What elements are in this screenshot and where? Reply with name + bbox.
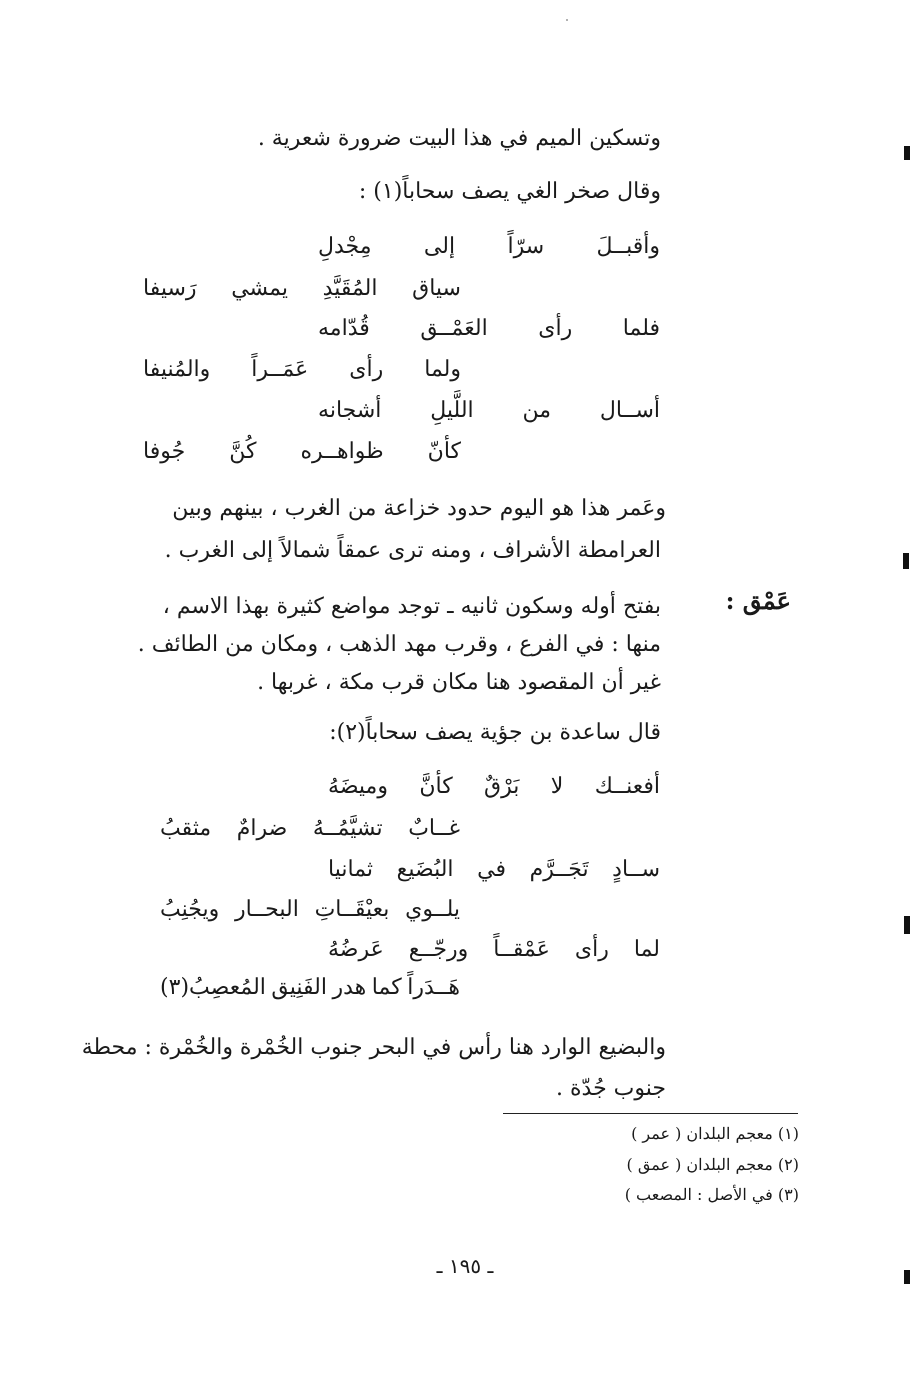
verse-word: ولما	[424, 357, 461, 382]
paragraph-4-line-1	[81, 1033, 666, 1063]
verse-word: تَجَــرَّم	[529, 857, 589, 882]
verse-word: ضرامٌ	[236, 816, 288, 841]
verse-word: رَسيفا	[143, 276, 197, 301]
verse-word: في	[477, 857, 506, 882]
verse-word: مِجْدلِ	[318, 234, 372, 259]
verse-word: يلــوي	[405, 897, 460, 922]
verse-word: من	[522, 398, 552, 423]
verse-word: لما	[633, 937, 660, 962]
verse-word: لا	[550, 774, 564, 799]
edge-mark	[903, 553, 909, 569]
paragraph-3-line-1: قال ساعدة بن جؤية يصف سحاباً(٢):	[329, 720, 661, 745]
edge-mark	[904, 146, 910, 160]
verse-word: ويجُنِبُ	[160, 897, 220, 922]
verse-word: كأنَّ	[419, 774, 453, 799]
page-number: ـ ١٩٥ ـ	[436, 1254, 494, 1278]
poem-2-verse	[160, 814, 460, 844]
paragraph-2-line-1-text: وعَمر هذا هو اليوم حدود خزاعة من الغرب ، بينهم وبين	[172, 496, 666, 521]
verse-word: كما	[371, 975, 402, 1000]
poem-1-verse	[143, 355, 461, 385]
poem-1-verse	[318, 396, 660, 426]
verse-word: المُعصِبُ(٣)	[160, 975, 266, 1000]
verse-word: أفعنــك	[594, 774, 660, 799]
verse-word: ســادٍ	[612, 857, 660, 882]
verse-word: مثقبُ	[160, 816, 212, 841]
entry-line-1: بفتح أوله وسكون ثانيه ـ توجد مواضع كثيرة بهذا الاسم ،	[162, 594, 661, 619]
verse-word: ثمانيا	[328, 857, 374, 882]
poem-2-verse	[328, 855, 660, 885]
poem-2-verse	[160, 895, 460, 925]
verse-word: البحــار	[234, 897, 299, 922]
poem-2-verse	[160, 973, 460, 1003]
verse-word: يمشي	[231, 276, 288, 301]
entry-term: عَمْق :	[725, 586, 791, 615]
verse-word: الفَنِيق	[271, 975, 327, 1000]
footnote-separator	[503, 1113, 798, 1114]
verse-word: وأقبــلَ	[596, 234, 660, 259]
poem-2-verse	[328, 772, 660, 802]
scan-speck	[566, 19, 568, 21]
verse-word: عَرضُهُ	[328, 937, 384, 962]
footnote-1: (١) معجم البلدان ( عمر )	[631, 1124, 799, 1143]
poem-1-verse	[318, 314, 660, 344]
footnote-2: (٢) معجم البلدان ( عمق )	[626, 1155, 799, 1174]
verse-word: ورجّــع	[408, 937, 469, 962]
edge-mark	[904, 1270, 910, 1284]
verse-word: قُدّامه	[318, 316, 370, 341]
verse-word: وميضَهُ	[328, 774, 388, 799]
verse-word: سرّاً	[507, 234, 545, 259]
poem-1-verse	[318, 232, 660, 262]
verse-word: أشجانه	[318, 398, 382, 423]
verse-word: سياق	[412, 276, 461, 301]
paragraph-1-line-2: وقال صخر الغي يصف سحاباً(١) :	[358, 179, 661, 204]
paragraph-1-line-1: وتسكين الميم في هذا البيت ضرورة شعرية .	[257, 126, 661, 151]
paragraph-4-line-1-text: والبضيع الوارد هنا رأس في البحر جنوب الخُمْرة والخُمْرة : محطة	[81, 1035, 666, 1060]
entry-line-3: غير أن المقصود هنا مكان قرب مكة ، غربها .	[257, 670, 661, 695]
verse-word: العَمْــق	[420, 316, 488, 341]
verse-word: غــابٌ	[408, 816, 460, 841]
verse-word: هدر	[332, 975, 367, 1000]
verse-word: فلما	[622, 316, 660, 341]
verse-word: البُضَيع	[396, 857, 454, 882]
verse-word: عَمَــراً	[251, 357, 309, 382]
verse-word: جُوفا	[143, 439, 186, 464]
verse-word: تشيَّمُــهُ	[312, 816, 383, 841]
footnote-3: (٣) في الأصل : المصعب )	[624, 1185, 799, 1204]
poem-2-verse	[328, 935, 660, 965]
verse-word: المُقَيَّدِ	[322, 276, 378, 301]
verse-word: أســال	[599, 398, 660, 423]
poem-1-verse	[143, 437, 461, 467]
verse-word: بَرْقٌ	[484, 774, 520, 799]
paragraph-2-line-1	[126, 494, 666, 524]
verse-word: رأى	[574, 937, 609, 962]
verse-word: كأنّ	[427, 439, 461, 464]
edge-mark	[904, 916, 910, 934]
verse-word: هَــدَراً	[407, 975, 460, 1000]
verse-word: رأى	[349, 357, 384, 382]
verse-word: رأى	[538, 316, 573, 341]
entry-line-2: منها : في الفرع ، وقرب مهد الذهب ، ومكان من الطائف .	[137, 632, 661, 657]
paragraph-2-line-2: العرامطة الأشراف ، ومنه ترى عمقاً شمالاً إلى الغرب .	[164, 538, 661, 563]
poem-1-verse	[143, 274, 461, 304]
paragraph-4-line-2: جنوب جُدّة .	[556, 1076, 666, 1101]
verse-word: عَمْقــاً	[493, 937, 550, 962]
verse-word: والمُنيفا	[143, 357, 211, 382]
verse-word: كُنَّ	[229, 439, 257, 464]
verse-word: ظواهــره	[300, 439, 384, 464]
verse-word: بعيْقَــاتِ	[314, 897, 390, 922]
verse-word: اللَّيلِ	[430, 398, 474, 423]
verse-word: إلى	[423, 234, 456, 259]
